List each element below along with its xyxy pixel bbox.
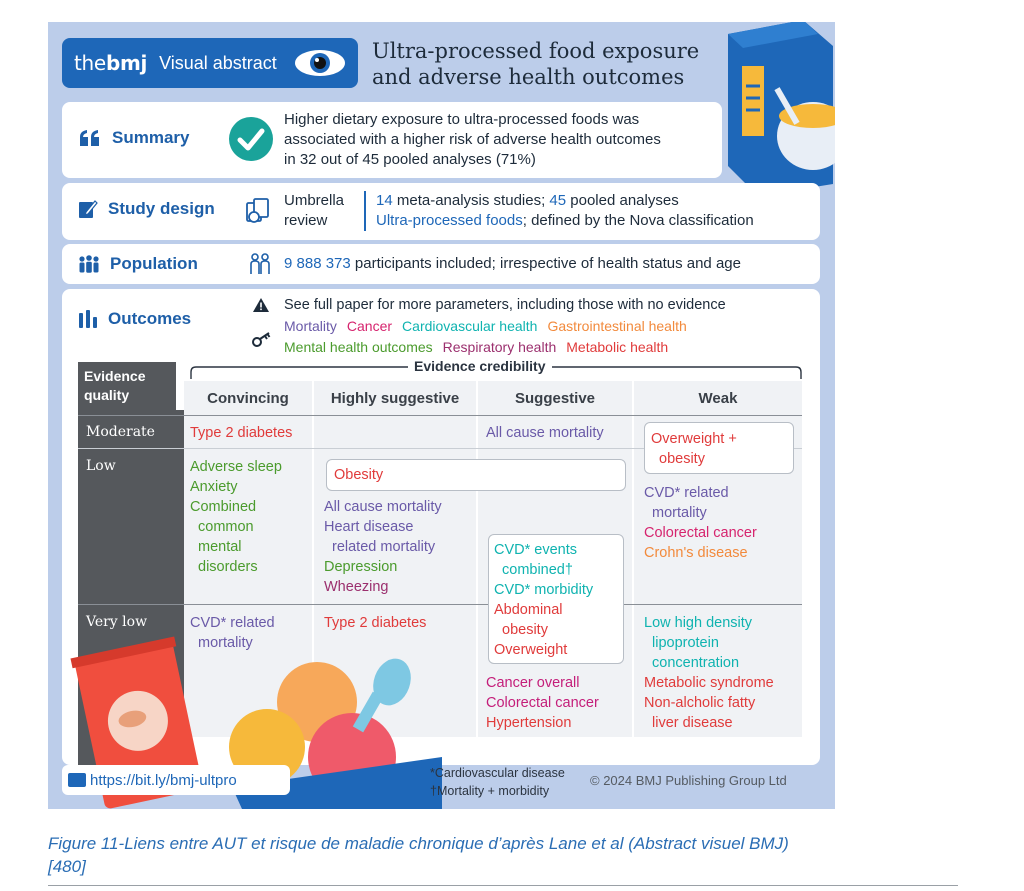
legend-respiratory: Respiratory health	[442, 339, 557, 355]
edit-document-icon	[78, 199, 98, 219]
cell-suggestive-box: CVD* events combined† CVD* morbidity Abdominal obesity Overweight	[494, 542, 594, 658]
badge-label: Visual abstract	[159, 52, 277, 73]
bar-chart-icon	[78, 309, 98, 329]
quote-icon	[78, 128, 102, 148]
cell-verylow-convincing: CVD* related mortality	[190, 615, 275, 651]
row-label-moderate: Moderate	[86, 424, 155, 440]
evidence-credibility-header: Evidence credibility	[408, 358, 552, 374]
summary-row	[62, 102, 722, 178]
figure-caption: Figure 11-Liens entre AUT et risque de maladie chronique d’après Lane et al (Abstract visuel BMJ) [480]	[48, 834, 789, 876]
outcomes-heading: Outcomes	[78, 309, 191, 329]
column-header-convincing: Convincing	[207, 389, 289, 407]
table-divider	[78, 415, 802, 416]
study-details: 14 meta-analysis studies; 45 pooled analyses Ultra-processed foods; defined by the Nova classification	[376, 192, 754, 229]
eye-icon	[292, 44, 348, 82]
row-label-low: Low	[86, 458, 116, 474]
outcome-legend-row1	[284, 316, 697, 336]
bmj-url-text[interactable]: https://bit.ly/bmj-ultpro	[90, 771, 237, 789]
cell-moderate-convincing: Type 2 diabetes	[190, 425, 293, 441]
bmj-badge	[62, 38, 358, 88]
column-header-highly-suggestive: Highly suggestive	[330, 389, 460, 407]
cell-weak-overweight-obesity: Overweight + obesity	[651, 431, 737, 467]
bmj-mini-logo-icon	[68, 773, 86, 787]
population-text: 9 888 373 participants included; irrespective of health status and age	[284, 255, 741, 272]
population-heading: Population	[78, 254, 198, 274]
documents-icon	[244, 197, 272, 225]
column-header-suggestive: Suggestive	[514, 389, 596, 407]
legend-cancer: Cancer	[346, 318, 393, 334]
row-label-very-low: Very low	[86, 614, 148, 630]
study-design-heading: Study design	[78, 199, 215, 219]
bottom-rule	[48, 885, 958, 886]
warning-icon	[252, 297, 270, 313]
bmj-logo: thebmj	[74, 51, 148, 75]
checkmark-icon	[228, 116, 274, 162]
cell-verylow-suggestive: Cancer overall Colorectal cancer Hypertension	[486, 675, 599, 731]
legend-metabolic: Metabolic health	[566, 339, 669, 355]
cell-low-weak: CVD* related mortality Colorectal cancer Crohn's disease	[644, 485, 757, 561]
study-design-row	[62, 183, 820, 240]
column-header-weak: Weak	[698, 389, 738, 407]
key-icon	[252, 331, 272, 347]
study-type: Umbrella review	[284, 192, 345, 229]
cell-verylow-highly-suggestive: Type 2 diabetes	[324, 615, 427, 631]
evidence-quality-header: Evidence quality	[78, 362, 176, 410]
copyright: © 2024 BMJ Publishing Group Ltd	[590, 773, 787, 788]
cell-low-highly-suggestive: All cause mortality Heart disease related mortality Depression Wheezing	[324, 499, 442, 595]
cell-low-obesity: Obesity	[334, 467, 384, 483]
cell-verylow-weak: Low high density lipoprotein concentration Metabolic syndrome Non-alcholic fatty liver disease	[644, 615, 774, 731]
legend-mental-health: Mental health outcomes	[284, 339, 433, 355]
legend-cardiovascular: Cardiovascular health	[402, 318, 538, 334]
summary-text: Higher dietary exposure to ultra-processed foods was associated with a higher risk of adverse health outcomes in 32 out of 45 pooled analyses (71%)	[284, 111, 661, 168]
cell-low-convincing: Adverse sleep Anxiety Combined common mental disorders	[190, 459, 282, 575]
cell-moderate-suggestive: All cause mortality	[486, 425, 604, 441]
legend-gastrointestinal: Gastrointestinal health	[547, 318, 687, 334]
people-icon	[78, 255, 100, 273]
bmj-link[interactable]	[62, 765, 290, 795]
outcomes-note: See full paper for more parameters, including those with no evidence	[284, 297, 726, 313]
design-divider	[364, 191, 366, 231]
legend-mortality: Mortality	[284, 318, 337, 334]
footnotes: *Cardiovascular disease †Mortality + morbidity	[430, 766, 565, 798]
summary-heading: Summary	[78, 128, 189, 148]
page-title: Ultra-processed food exposure and adverse health outcomes	[372, 39, 700, 89]
visual-abstract	[48, 22, 835, 809]
outcome-legend-row2	[284, 337, 678, 357]
persons-outline-icon	[248, 252, 272, 276]
population-row	[62, 244, 820, 284]
